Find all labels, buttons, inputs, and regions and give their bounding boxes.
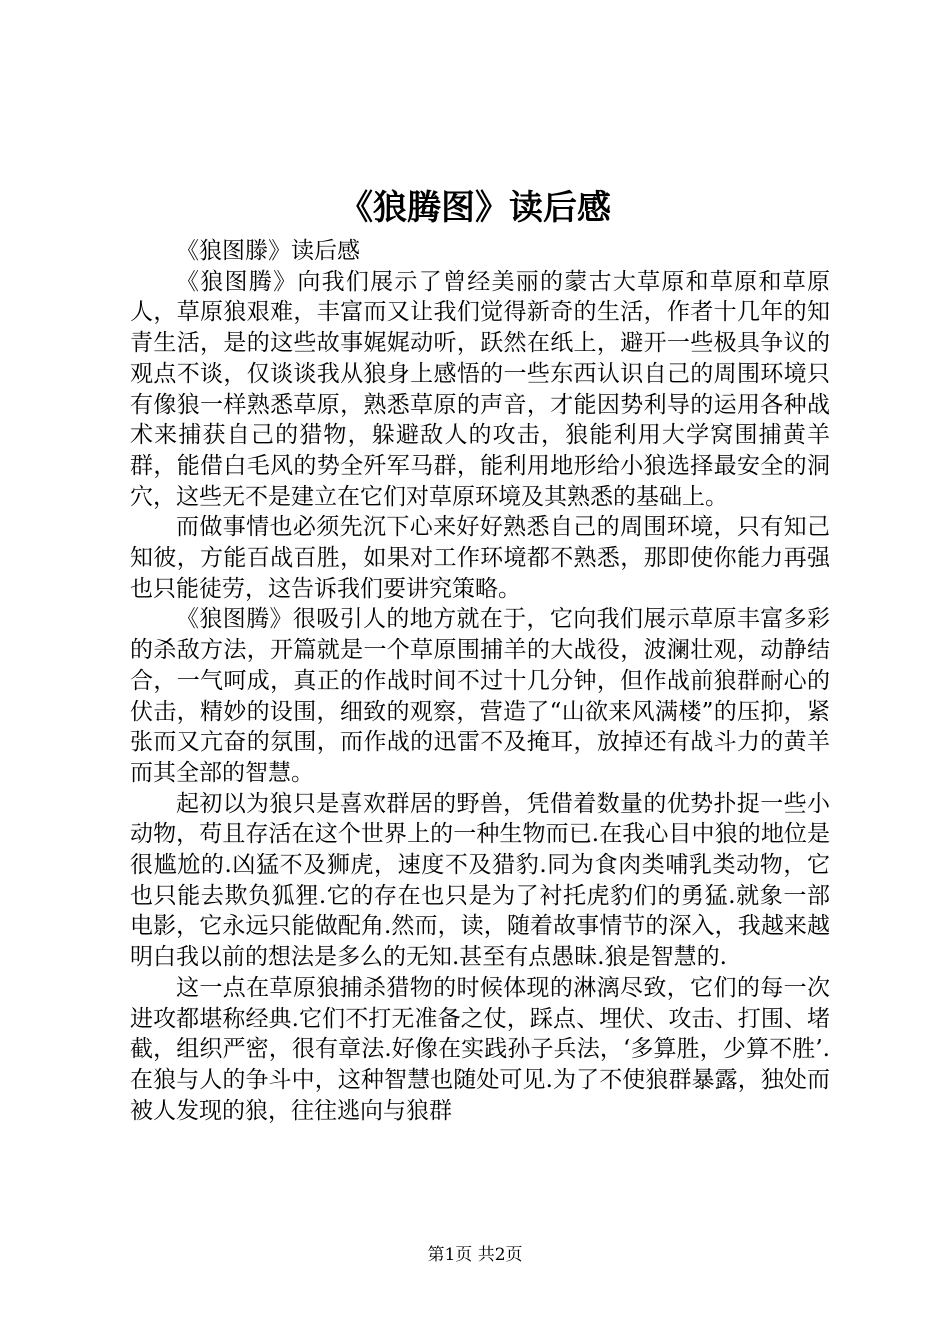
paragraph-2: 而做事情也必须先沉下心来好好熟悉自己的周围环境，只有知己知彼，方能百战百胜，如果对工作环境都不熟悉，那即使你能力再强也只能徒劳，这告诉我们要讲究策略。 — [130, 514, 830, 602]
paragraph-1: 《狼图腾》向我们展示了曾经美丽的蒙古大草原和草原和草原人，草原狼艰难，丰富而又让我们觉得新奇的生活，作者十几年的知青生活，是的这些故事娓娓动听，跃然在纸上，避开一些极具争议的观点不谈，仅谈谈我从狼身上感悟的一些东西认识自己的周围环境只有像狼一样熟悉草原，熟悉草原的声音，才能因势利导的运用各种战术来捕获自己的猎物，躲避敌人的攻击，狼能利用大学窝围捕黄羊群，能借白毛风的势全歼军马群，能利用地形给小狼选择最安全的洞穴，这些无不是建立在它们对草原环境及其熟悉的基础上。 — [130, 268, 830, 510]
paragraph-3: 《狼图腾》很吸引人的地方就在于，它向我们展示草原丰富多彩的杀敌方法，开篇就是一个草原围捕羊的大战役，波澜壮观，动静结合，一气呵成，真正的作战时间不过十几分钟，但作战前狼群耐心的伏击，精妙的设围，细致的观察，营造了“山欲来风满楼”的压抑，紧张而又亢奋的氛围，而作战的迅雷不及掩耳，放掉还有战斗力的黄羊而其全部的智慧。 — [130, 606, 830, 786]
document-title: 《狼腾图》读后感 — [339, 188, 611, 228]
paragraph-5: 这一点在草原狼捕杀猎物的时候体现的淋漓尽致，它们的每一次进攻都堪称经典.它们不打无准备之仗，踩点、埋伏、攻击、打围、堵截，组织严密，很有章法.好像在实践孙子兵法，‘多算胜，少算不胜’.在狼与人的争斗中，这种智慧也随处可见.为了不使狼群暴露，独处而被人发现的狼，往往逃向与狼群 — [130, 974, 830, 1124]
document-subtitle: 《狼图滕》读后感 — [176, 238, 360, 264]
page-footer: 第1页 共2页 — [427, 1245, 523, 1265]
document-body — [130, 236, 830, 1126]
paragraph-4: 起初以为狼只是喜欢群居的野兽，凭借着数量的优势扑捉一些小动物，苟且存活在这个世界上的一种生物而已.在我心目中狼的地位是很尴尬的.凶猛不及狮虎，速度不及猎豹.同为食肉类哺乳类动物，它也只能去欺负狐狸.它的存在也只是为了衬托虎豹们的勇猛.就象一部电影，它永远只能做配角.然而，读，随着故事情节的深入，我越来越明白我以前的想法是多么的无知.甚至有点愚昧.狼是智慧的. — [130, 790, 830, 971]
